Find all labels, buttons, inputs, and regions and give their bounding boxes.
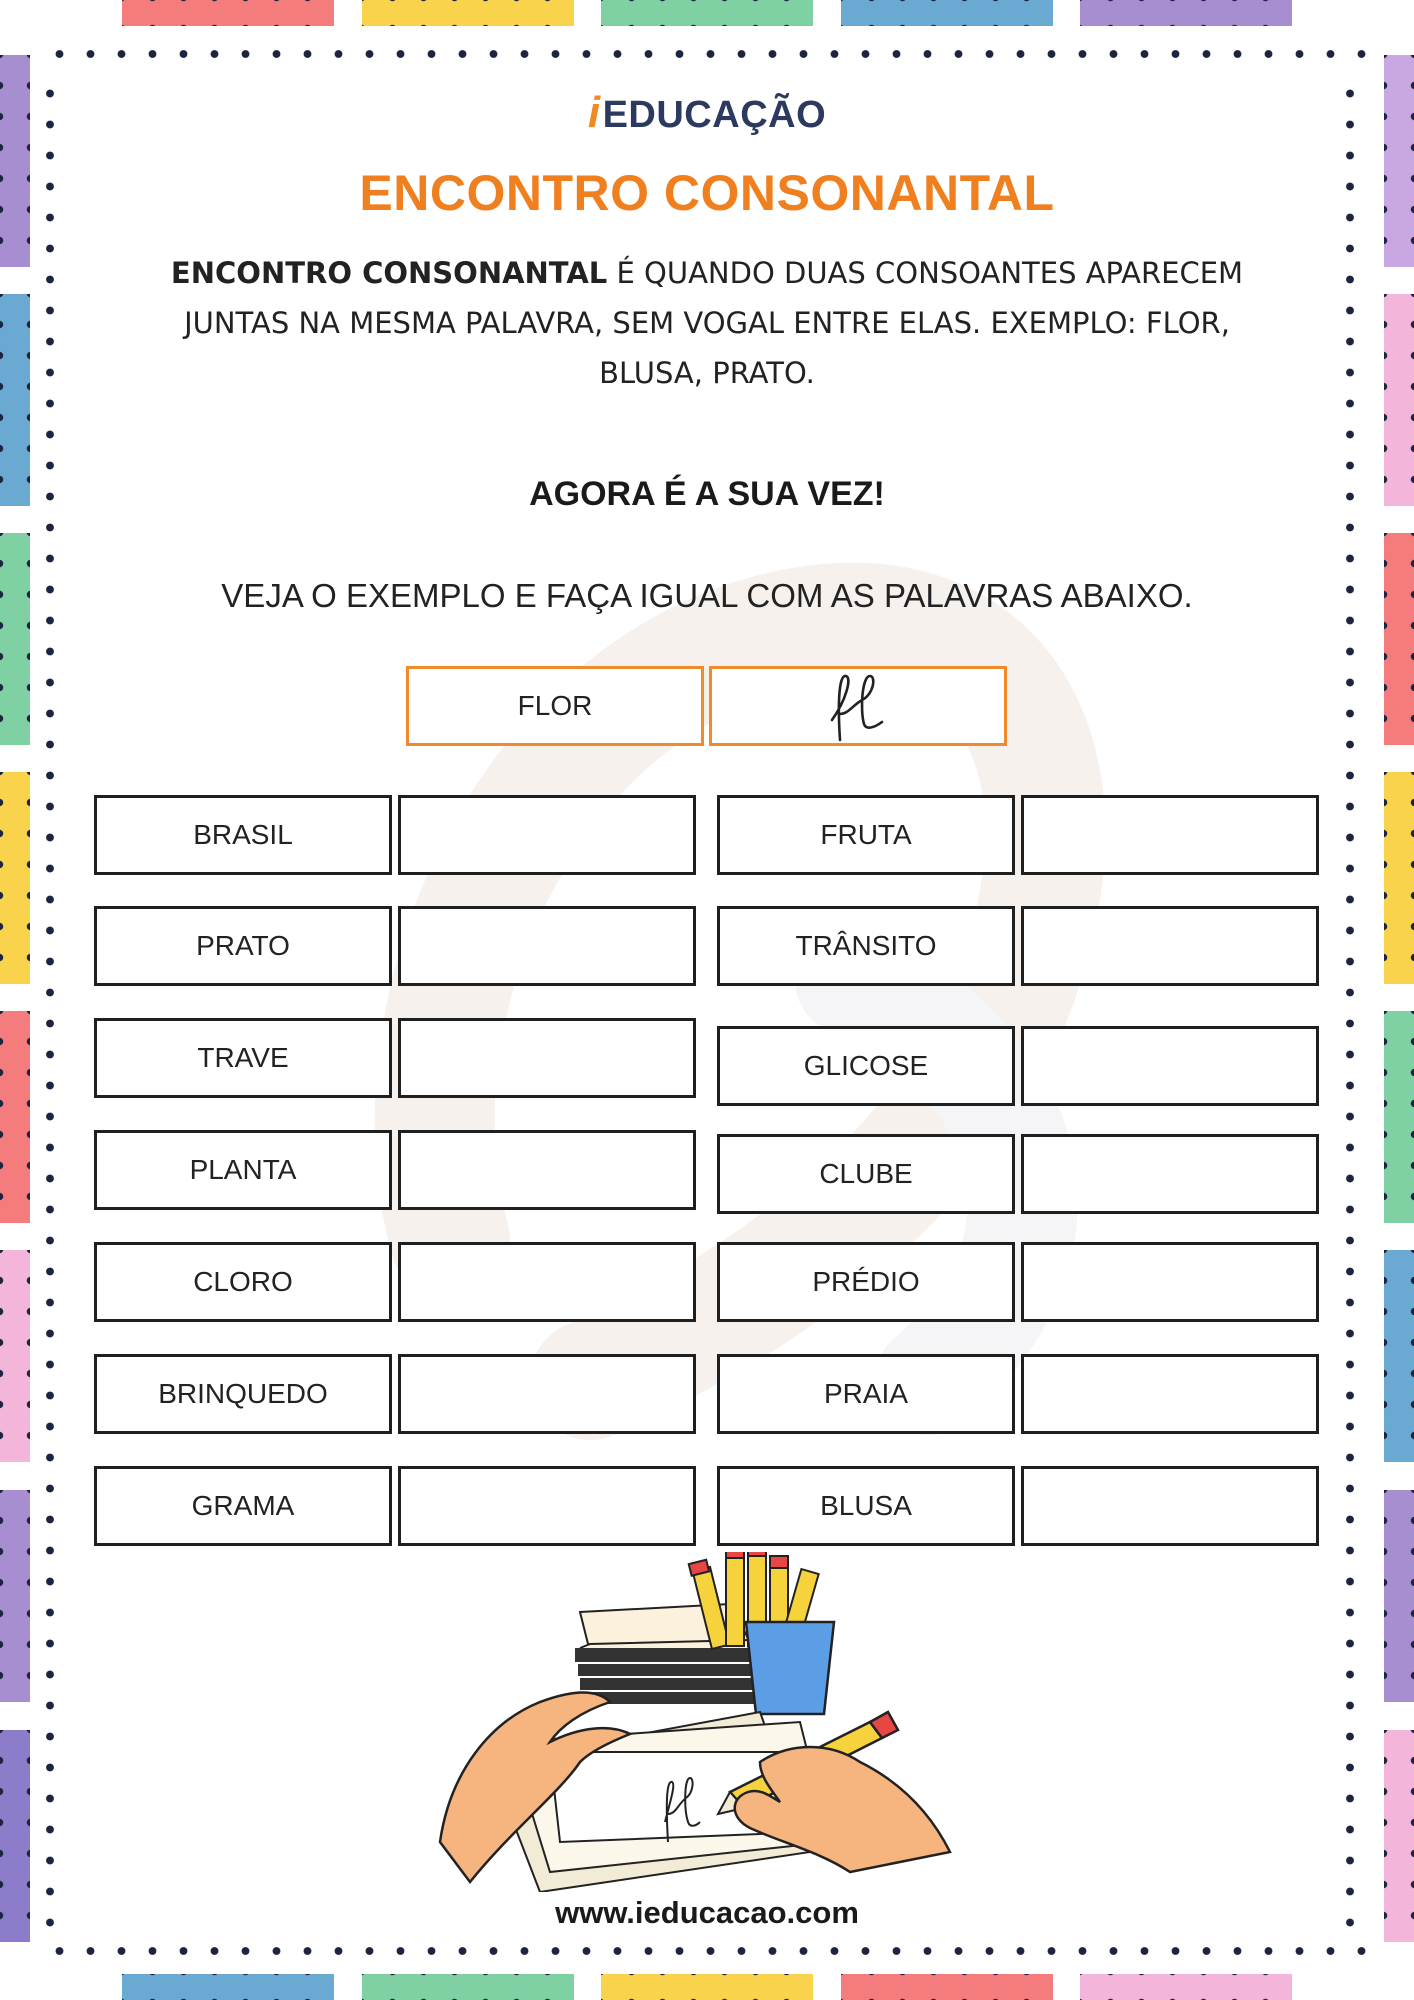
brand-logo-i: i xyxy=(587,88,601,137)
word-label: GLICOSE xyxy=(803,1050,929,1081)
word-box-right-2 xyxy=(717,906,1015,986)
answer-box-right-2[interactable] xyxy=(1021,906,1319,986)
answer-box-left-7[interactable] xyxy=(398,1466,696,1546)
tape-top-green xyxy=(601,0,813,26)
word-box-left-5 xyxy=(94,1242,392,1322)
tape-top-red xyxy=(122,0,334,26)
answer-box-right-5[interactable] xyxy=(1021,1242,1319,1322)
answer-box-left-5[interactable] xyxy=(398,1242,696,1322)
page-title: ENCONTRO CONSONANTAL xyxy=(359,165,1055,221)
tape-right-blue xyxy=(1384,1250,1414,1462)
word-box-right-6 xyxy=(717,1354,1015,1434)
tape-left-red xyxy=(0,1011,30,1223)
tape-left-purple-2 xyxy=(0,1490,30,1702)
tape-left-green xyxy=(0,533,30,745)
brand-logo xyxy=(0,88,1414,138)
word-box-right-7 xyxy=(717,1466,1015,1546)
word-label: CLORO xyxy=(193,1266,293,1297)
example-answer-box xyxy=(709,666,1007,746)
tape-bottom-green xyxy=(362,1974,574,2000)
tape-right-green xyxy=(1384,1011,1414,1223)
tape-top-blue xyxy=(841,0,1053,26)
answer-box-left-2[interactable] xyxy=(398,906,696,986)
brand-logo-text: EDUCAÇÃO xyxy=(602,94,827,136)
tape-top-purple xyxy=(1080,0,1292,26)
word-label: PRÉDIO xyxy=(812,1266,920,1297)
answer-box-right-6[interactable] xyxy=(1021,1354,1319,1434)
word-box-left-4 xyxy=(94,1130,392,1210)
word-box-left-1 xyxy=(94,795,392,875)
word-label: TRAVE xyxy=(197,1042,289,1073)
word-label: PRAIA xyxy=(823,1378,909,1409)
tape-left-yellow xyxy=(0,772,30,984)
word-label: CLUBE xyxy=(819,1158,913,1189)
example-word-box xyxy=(406,666,704,746)
tape-right-yellow xyxy=(1384,772,1414,984)
word-label: BRINQUEDO xyxy=(158,1378,328,1409)
dotted-border-bottom xyxy=(44,1945,1374,1957)
word-box-left-7 xyxy=(94,1466,392,1546)
dotted-border-left xyxy=(44,78,56,1938)
example-word: FLOR xyxy=(517,690,593,721)
answer-box-right-4[interactable] xyxy=(1021,1134,1319,1214)
tape-right-purple xyxy=(1384,55,1414,267)
word-label: BRASIL xyxy=(193,819,293,850)
word-label: BLUSA xyxy=(820,1490,912,1521)
footer-url: www.ieducacao.com xyxy=(555,1895,859,1930)
example-answer-script xyxy=(818,670,898,742)
tape-right-purple-2 xyxy=(1384,1490,1414,1702)
word-box-right-4 xyxy=(717,1134,1015,1214)
tape-bottom-yellow xyxy=(601,1974,813,2000)
tape-bottom-red xyxy=(841,1974,1053,2000)
word-box-left-3 xyxy=(94,1018,392,1098)
answer-box-right-3[interactable] xyxy=(1021,1026,1319,1106)
word-box-right-5 xyxy=(717,1242,1015,1322)
prompt-heading: AGORA É A SUA VEZ! xyxy=(529,475,885,513)
word-box-left-6 xyxy=(94,1354,392,1434)
word-box-left-2 xyxy=(94,906,392,986)
svg-text:fl: fl xyxy=(430,1552,431,1553)
word-box-right-3 xyxy=(717,1026,1015,1106)
tape-left-purple xyxy=(0,55,30,267)
dotted-border-top xyxy=(44,48,1374,60)
intro-paragraph xyxy=(150,248,1264,398)
word-label: TRÂNSITO xyxy=(795,930,937,961)
word-box-right-1 xyxy=(717,795,1015,875)
answer-box-left-4[interactable] xyxy=(398,1130,696,1210)
tape-top-yellow xyxy=(362,0,574,26)
intro-term: ENCONTRO CONSONANTAL xyxy=(170,256,608,290)
answer-box-left-6[interactable] xyxy=(398,1354,696,1434)
answer-box-right-7[interactable] xyxy=(1021,1466,1319,1546)
writing-hands-illustration xyxy=(430,1552,990,1892)
answer-box-left-3[interactable] xyxy=(398,1018,696,1098)
dotted-border-right xyxy=(1344,78,1356,1938)
word-label: GRAMA xyxy=(191,1490,295,1521)
word-label: PRATO xyxy=(196,930,290,961)
intro-text: É QUANDO DUAS CONSOANTES APARECEM JUNTAS NA MESMA PALAVRA, SEM VOGAL ENTRE ELAS. EXEMPLO: FLOR, BLUSA, PRATO. xyxy=(184,256,1244,390)
word-label: PLANTA xyxy=(189,1154,297,1185)
tape-bottom-pink xyxy=(1080,1974,1292,2000)
instruction-text: VEJA O EXEMPLO E FAÇA IGUAL COM AS PALAVRAS ABAIXO. xyxy=(221,577,1193,614)
tape-right-red xyxy=(1384,533,1414,745)
tape-bottom-blue xyxy=(122,1974,334,2000)
word-label: FRUTA xyxy=(820,819,912,850)
answer-box-left-1[interactable] xyxy=(398,795,696,875)
tape-left-pink xyxy=(0,1250,30,1462)
answer-box-right-1[interactable] xyxy=(1021,795,1319,875)
